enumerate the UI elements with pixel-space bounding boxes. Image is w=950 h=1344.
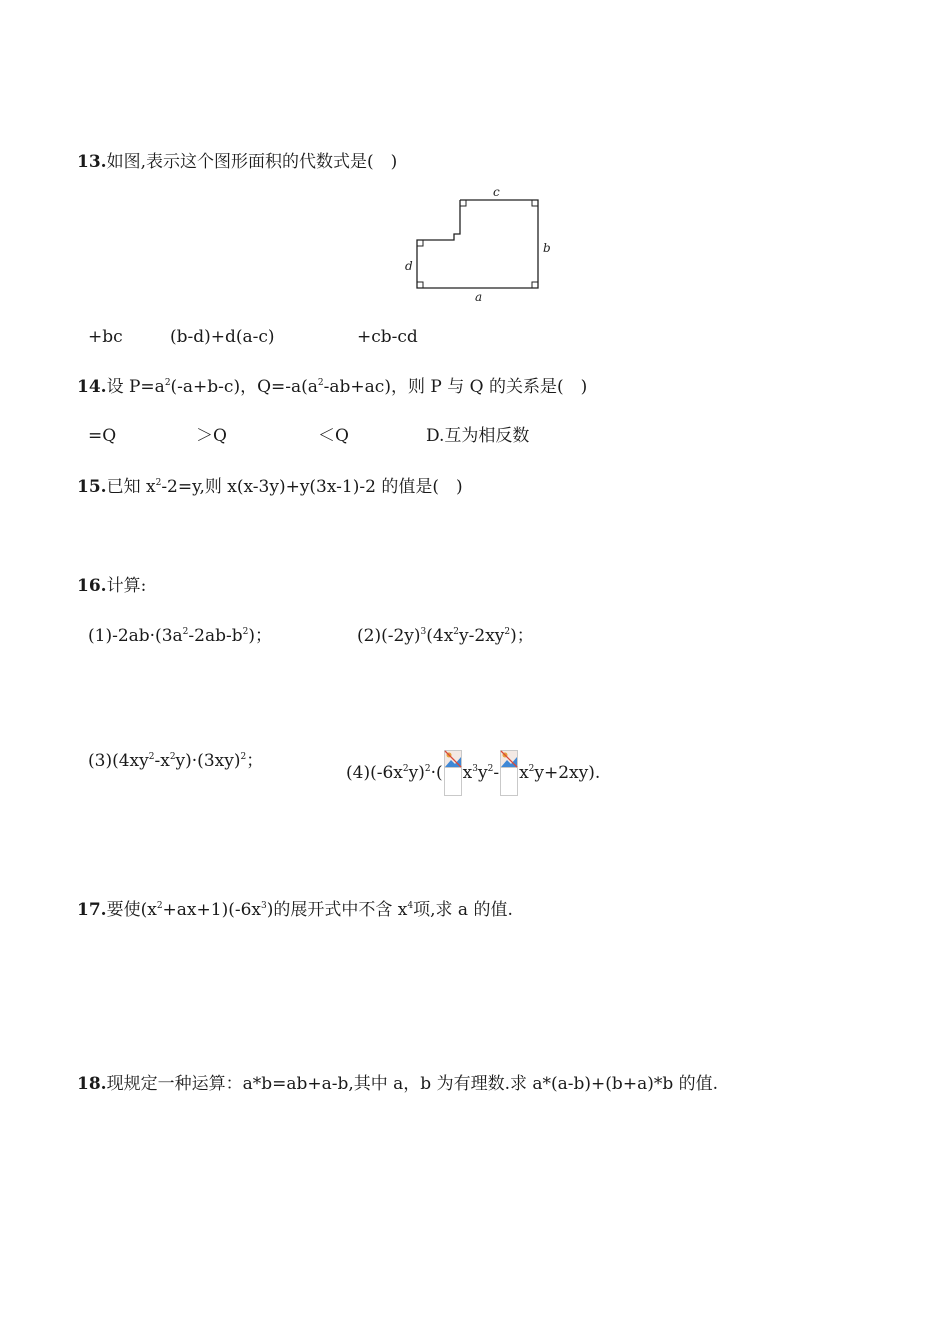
option: ＜Q xyxy=(318,426,349,446)
question-number: 15. xyxy=(77,477,107,497)
question-number: 17. xyxy=(77,900,107,920)
subquestion-3: $(3)(4xy^2-x^2y)\cdot(3xy)^2$； xyxy=(88,751,264,771)
question-text: 现规定一种运算：a*b=ab+a-b,其中 a，b 为有理数.求 a*(a-b)+(b+a)*b 的值. xyxy=(106,1074,719,1094)
option: (b-d)+d(a-c) xyxy=(170,327,275,347)
question-number: 16. xyxy=(77,576,107,596)
question-18-stem xyxy=(77,1073,718,1095)
question-number: 18. xyxy=(77,1074,107,1094)
option: =Q xyxy=(88,426,117,446)
option: D.互为相反数 xyxy=(426,426,530,446)
subquestion-2: $(2)(-2y)^3(4x^2y-2xy^2)$； xyxy=(357,626,534,646)
subquestion-1: $(1)-2ab\cdot(3a^2-2ab-b^2)$； xyxy=(88,626,272,646)
question-16-stem: 16.计算: xyxy=(77,576,147,596)
figure-outline xyxy=(417,200,538,288)
question-17-stem: 17.要使$(x^2+ax+1)(-6x^3)$的展开式中不含 $x^4$项,求 a 的值. xyxy=(77,900,513,920)
q13-figure xyxy=(398,184,558,306)
figure-label-bottom: a xyxy=(475,290,483,304)
subquestion-4: $(4)(-6x^2y)^2\cdot$( $x^3y^2-$ $x^2y+2xy$). xyxy=(346,750,600,796)
option: ＞Q xyxy=(196,426,227,446)
option: +cb-cd xyxy=(357,327,418,347)
question-number: 14. xyxy=(77,377,107,397)
question-14-stem: 14.设 $P=a^2(-a+b-c)$，$Q=-a(a^2-ab+ac)$，则 P 与 Q 的关系是( ) xyxy=(77,377,588,397)
figure-label-left: d xyxy=(405,259,413,273)
option: +bc xyxy=(88,327,123,347)
question-number: 13. xyxy=(77,152,107,172)
figure-label-top: c xyxy=(493,185,500,199)
broken-image-icon xyxy=(444,750,462,796)
figure-label-right: b xyxy=(543,241,551,255)
broken-image-icon xyxy=(500,750,518,796)
question-13-stem xyxy=(77,151,397,173)
question-15-stem: 15.已知 $x^2-2=y$,则 x(x-3y)+y(3x-1)-2 的值是( ) xyxy=(77,477,463,497)
question-text: 如图,表示这个图形面积的代数式是( ) xyxy=(106,152,398,172)
